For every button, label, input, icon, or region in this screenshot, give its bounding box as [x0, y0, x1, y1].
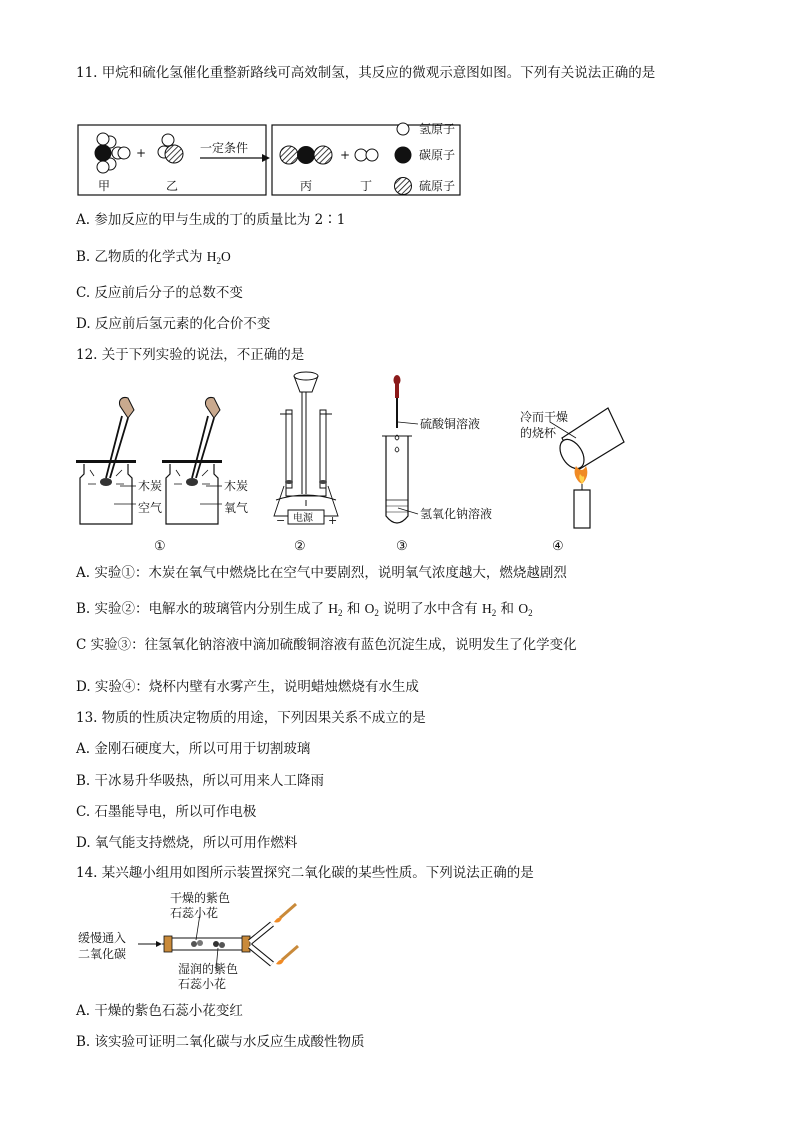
q12-exp3-test-tube — [382, 375, 418, 523]
q12-exp4-candle-beaker — [550, 408, 624, 528]
q11-stem: 11. 甲烷和硫化氢催化重整新路线可高效制氢，其反应的微观示意图如图。下列有关说法正确的是 — [76, 65, 656, 81]
q14-label-dry-2: 石蕊小花 — [170, 906, 219, 920]
q12-option-c: C 实验③：往氢氧化钠溶液中滴加硫酸铜溶液有蓝色沉淀生成，说明发生了化学变化 — [76, 637, 577, 653]
q12-label-beaker-1: 冷而干燥 — [520, 410, 569, 424]
q12-num-1: ① — [154, 539, 166, 554]
q12-option-d: D. 实验④：烧杯内壁有水雾产生，说明蜡烛燃烧有水生成 — [76, 679, 419, 695]
q11-condition: 一定条件 — [200, 141, 249, 155]
q14-label-wet-2: 石蕊小花 — [178, 977, 227, 991]
q11-option-c: C. 反应前后分子的总数不变 — [76, 285, 243, 301]
q12-label-minus: − — [276, 514, 286, 527]
q12-label-cuso4: 硫酸铜溶液 — [420, 417, 481, 431]
q11-legend-c: 碳原子 — [419, 148, 456, 162]
q14-label-wet-1: 湿润的紫色 — [178, 962, 239, 976]
q12-exp1-jar-oxygen — [162, 397, 222, 524]
q13-option-b: B. 干冰易升华吸热，所以可用来人工降雨 — [76, 773, 325, 789]
q12-label-yangqi: 氧气 — [224, 501, 249, 515]
q12-option-b: B. 实验②：电解水的玻璃管内分别生成了 $H_2$ 和 $O_2$ 说明了水中含有 $H_2$ 和 $O_2$ — [76, 601, 533, 618]
q11-plus-1: + — [136, 146, 147, 160]
q14-label-dry-1: 干燥的紫色 — [170, 891, 231, 905]
q12-label-dianyuan: 电源 — [293, 513, 313, 524]
q11-legend-h: 氢原子 — [419, 122, 456, 136]
q13-option-c: C. 石墨能导电，所以可作电极 — [76, 804, 257, 820]
q12-label-beaker-2: 的烧杯 — [520, 426, 557, 440]
q12-stem: 12. 关于下列实验的说法，不正确的是 — [76, 347, 305, 363]
q11-legend-s: 硫原子 — [419, 179, 456, 193]
q12-option-a: A. 实验①：木炭在氧气中燃烧比在空气中要剧烈，说明氧气浓度越大，燃烧越剧烈 — [76, 565, 567, 581]
q11-molecule-diagram — [76, 112, 496, 198]
q11-label-jia: 甲 — [98, 179, 111, 193]
q11-option-d: D. 反应前后氢元素的化合价不变 — [76, 316, 271, 332]
q12-num-4: ④ — [552, 539, 564, 554]
q14-label-in-1: 缓慢通入 — [78, 931, 127, 945]
q13-option-d: D. 氧气能支持燃烧，所以可用作燃料 — [76, 835, 298, 851]
q14-option-a: A. 干燥的紫色石蕊小花变红 — [76, 1003, 243, 1019]
q12-label-tanfen-1: 木炭 — [138, 479, 163, 493]
q11-label-bing: 丙 — [300, 179, 313, 193]
q11-label-yi: 乙 — [166, 179, 179, 193]
q13-stem: 13. 物质的性质决定物质的用途，下列因果关系不成立的是 — [76, 710, 426, 726]
q11-label-ding: 丁 — [360, 179, 373, 193]
q12-num-3: ③ — [396, 539, 408, 554]
q11-plus-2: + — [340, 148, 351, 162]
q12-label-tanfen-2: 木炭 — [224, 479, 249, 493]
q12-exp1-jar — [76, 397, 136, 524]
q11-option-a: A. 参加反应的甲与生成的丁的质量比为 2∶1 — [76, 212, 346, 228]
q12-num-2: ② — [294, 539, 306, 554]
q13-option-a: A. 金刚石硬度大，所以可用于切割玻璃 — [76, 741, 311, 757]
q12-experiment-diagram — [76, 366, 636, 556]
q11-option-b: B. 乙物质的化学式为 $H_2O$ — [76, 249, 231, 266]
q14-stem: 14. 某兴趣小组用如图所示装置探究二氧化碳的某些性质。下列说法正确的是 — [76, 865, 534, 881]
q14-label-in-2: 二氧化碳 — [78, 947, 127, 961]
q12-label-plus: + — [328, 514, 338, 527]
q12-exp2-electrolysis — [274, 372, 338, 524]
q14-co2-apparatus — [76, 886, 336, 990]
q14-option-b: B. 该实验可证明二氧化碳与水反应生成酸性物质 — [76, 1034, 365, 1050]
q12-label-kongqi: 空气 — [138, 501, 163, 515]
q12-label-naoh: 氢氧化钠溶液 — [420, 507, 493, 521]
